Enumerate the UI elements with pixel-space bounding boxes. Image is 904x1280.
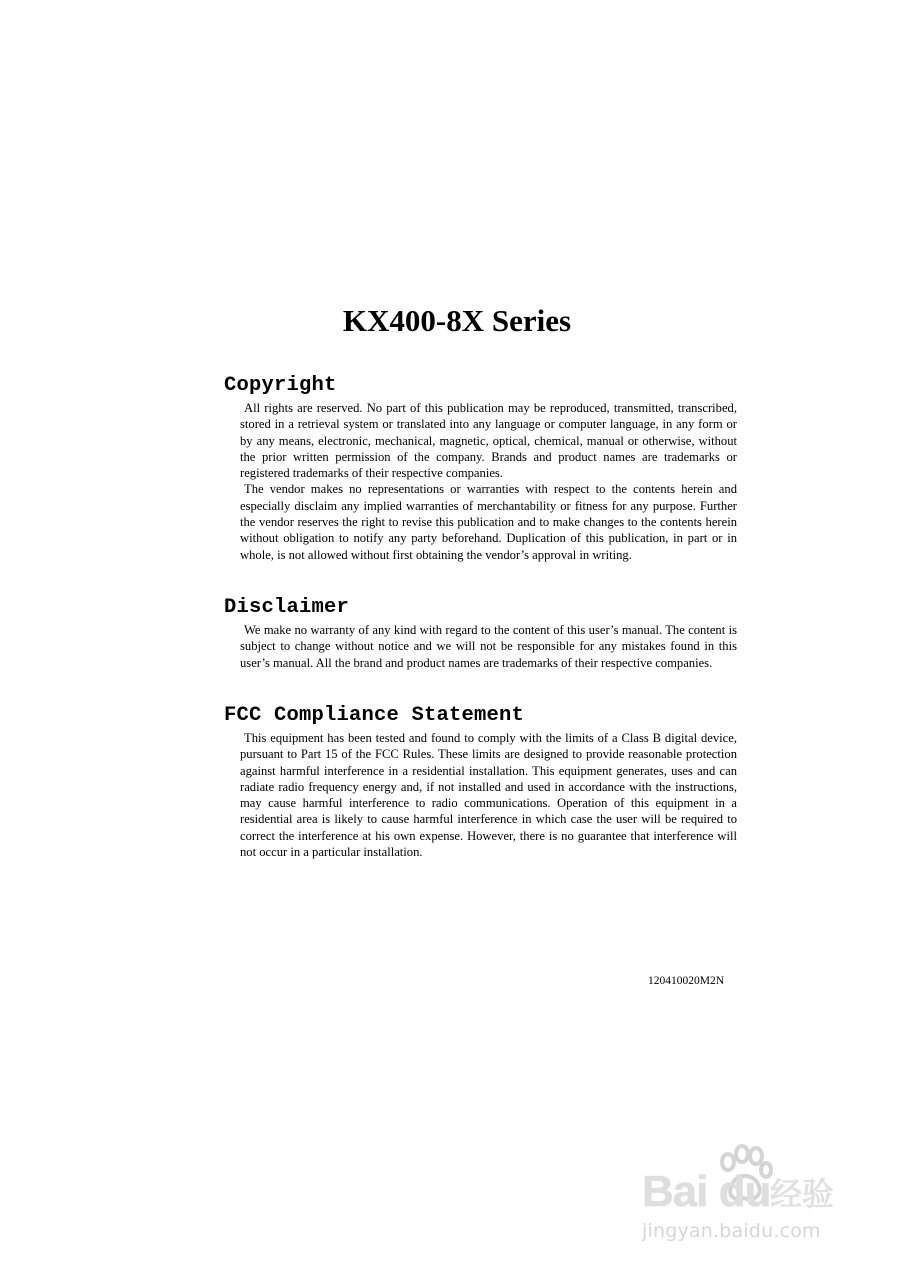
document-code: 120410020M2N [647, 975, 724, 987]
copyright-paragraph-2: The vendor makes no representations or warranties with respect to the contents herein and especially disclaim any implied warranties of merchantability or fitness for any purpose. Further the vendor reserves the right to revise this publication and to make changes to the contents herein without obligation to notify any party beforehand. Duplication of this publication, in part or in whole, is not allowed without first obtaining the vendor’s approval in writing. [240, 482, 737, 562]
copyright-heading: Copyright [224, 374, 337, 397]
copyright-body [240, 400, 737, 563]
baidu-watermark [630, 1140, 870, 1250]
watermark-cn-text: 经验 [770, 1175, 835, 1213]
document-title: KX400-8X Series [342, 303, 572, 338]
fcc-body [240, 730, 737, 860]
watermark-url: jingyan.baidu.com [642, 1220, 821, 1242]
copyright-paragraph-1: All rights are reserved. No part of this publication may be reproduced, transmitted, transcribed, stored in a retrieval system or translated into any language or computer language, in any form or by any means, electronic, mechanical, magnetic, optical, chemical, manual or otherwise, without the prior written permission of the company. Brands and product names are trademarks or registered trademarks of their respective companies. [240, 401, 737, 481]
watermark-logo: Bai du [642, 1167, 771, 1216]
disclaimer-body [240, 622, 737, 671]
fcc-paragraph: This equipment has been tested and found to comply with the limits of a Class B digital device, pursuant to Part 15 of the FCC Rules. These limits are designed to provide reasonable protection against harmful interference in a residential installation. This equipment generates, uses and can radiate radio frequency energy and, if not installed and used in accordance with the instructions, may cause harmful interference to radio communications. Operation of this equipment in a residential area is likely to cause harmful interference in which case the user will be required to correct the interference at his own expense. However, there is no guarantee that interference will not occur in a particular installation. [240, 731, 737, 860]
fcc-heading: FCC Compliance Statement [224, 704, 525, 727]
disclaimer-paragraph: We make no warranty of any kind with regard to the content of this user’s manual. The content is subject to change without notice and we will not be responsible for any mistakes found in this user’s manual. All the brand and product names are trademarks of their respective companies. [240, 623, 737, 670]
disclaimer-heading: Disclaimer [224, 596, 350, 619]
